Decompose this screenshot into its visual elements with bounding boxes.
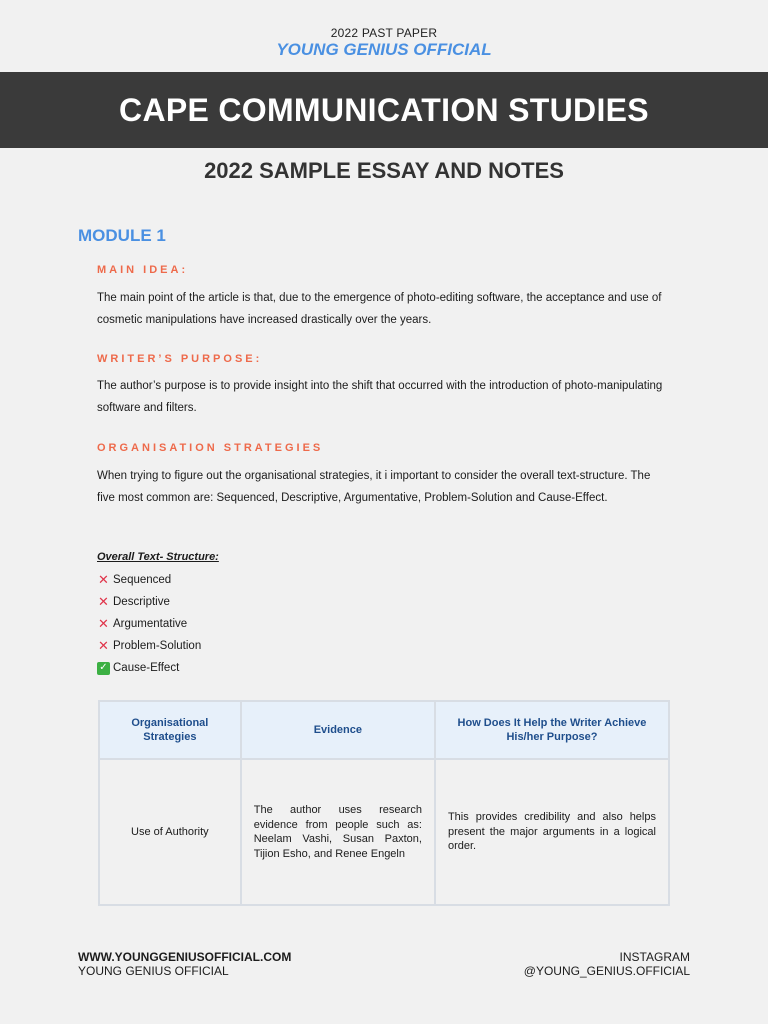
list-item-label: Cause-Effect [113, 662, 180, 674]
footer-left [78, 950, 291, 978]
column-header: How Does It Help the Writer Achieve His/her Purpose? [435, 701, 669, 759]
list-item-label: Argumentative [113, 618, 188, 630]
footer-brand: YOUNG GENIUS OFFICIAL [78, 964, 229, 978]
check-icon: ✓ [97, 662, 110, 675]
page-kicker: 2022 PAST PAPER [330, 26, 438, 40]
organisation-strategies-label: ORGANISATION STRATEGIES [97, 442, 324, 454]
cross-icon: ✕ [98, 572, 109, 587]
cross-icon: ✕ [98, 594, 109, 609]
footer-social-handle: @YOUNG_GENIUS.OFFICIAL [523, 964, 690, 978]
cross-icon: ✕ [98, 616, 109, 631]
writer-purpose-text: The author’s purpose is to provide insight into the shift that occurred with the introduction of photo-manipulating software and filters. [97, 380, 663, 414]
footer-website: WWW.YOUNGGENIUSOFFICIAL.COM [78, 950, 292, 964]
table-cell: Use of Authority [99, 759, 241, 905]
module-heading: MODULE 1 [78, 226, 166, 245]
main-idea-label: MAIN IDEA: [97, 264, 189, 276]
title-banner [0, 72, 768, 148]
writer-purpose-label: WRITER’S PURPOSE: [97, 353, 263, 365]
column-header: Organisational Strategies [99, 701, 241, 759]
table-row [99, 759, 669, 905]
list-item-label: Sequenced [113, 574, 172, 586]
list-item [97, 635, 201, 657]
page-title: CAPE COMMUNICATION STUDIES [119, 92, 649, 128]
list-item-label: Descriptive [113, 596, 170, 608]
list-item-label: Problem-Solution [113, 640, 202, 652]
page-subtitle: 2022 SAMPLE ESSAY AND NOTES [204, 158, 564, 183]
footer-social-label: INSTAGRAM [619, 950, 690, 964]
table-cell: The author uses research evidence from people such as: Neelam Vashi, Susan Paxton, Tijion Esho, and Renee Engeln [241, 759, 435, 905]
column-header: Evidence [241, 701, 435, 759]
table-cell: This provides credibility and also helps present the major arguments in a logical order. [435, 759, 669, 905]
list-item [97, 613, 201, 635]
table-header-row [99, 701, 669, 759]
list-item [97, 569, 201, 591]
main-idea-text: The main point of the article is that, due to the emergence of photo-editing software, the acceptance and use of cosmetic manipulations have increased drastically over the years. [97, 292, 662, 326]
organisation-strategies-text: When trying to figure out the organisational strategies, it i important to consider the overall text-structure. The five most common are: Sequenced, Descriptive, Argumentative, Problem-Solution and Cause-Effect. [97, 470, 651, 504]
cross-icon: ✕ [98, 638, 109, 653]
footer-right [524, 950, 690, 978]
list-item [97, 591, 201, 613]
text-structure-list [97, 569, 201, 679]
list-item [97, 657, 201, 679]
brand-name: YOUNG GENIUS OFFICIAL [276, 40, 492, 59]
strategies-table [98, 700, 670, 906]
text-structure-title: Overall Text- Structure: [97, 551, 219, 563]
